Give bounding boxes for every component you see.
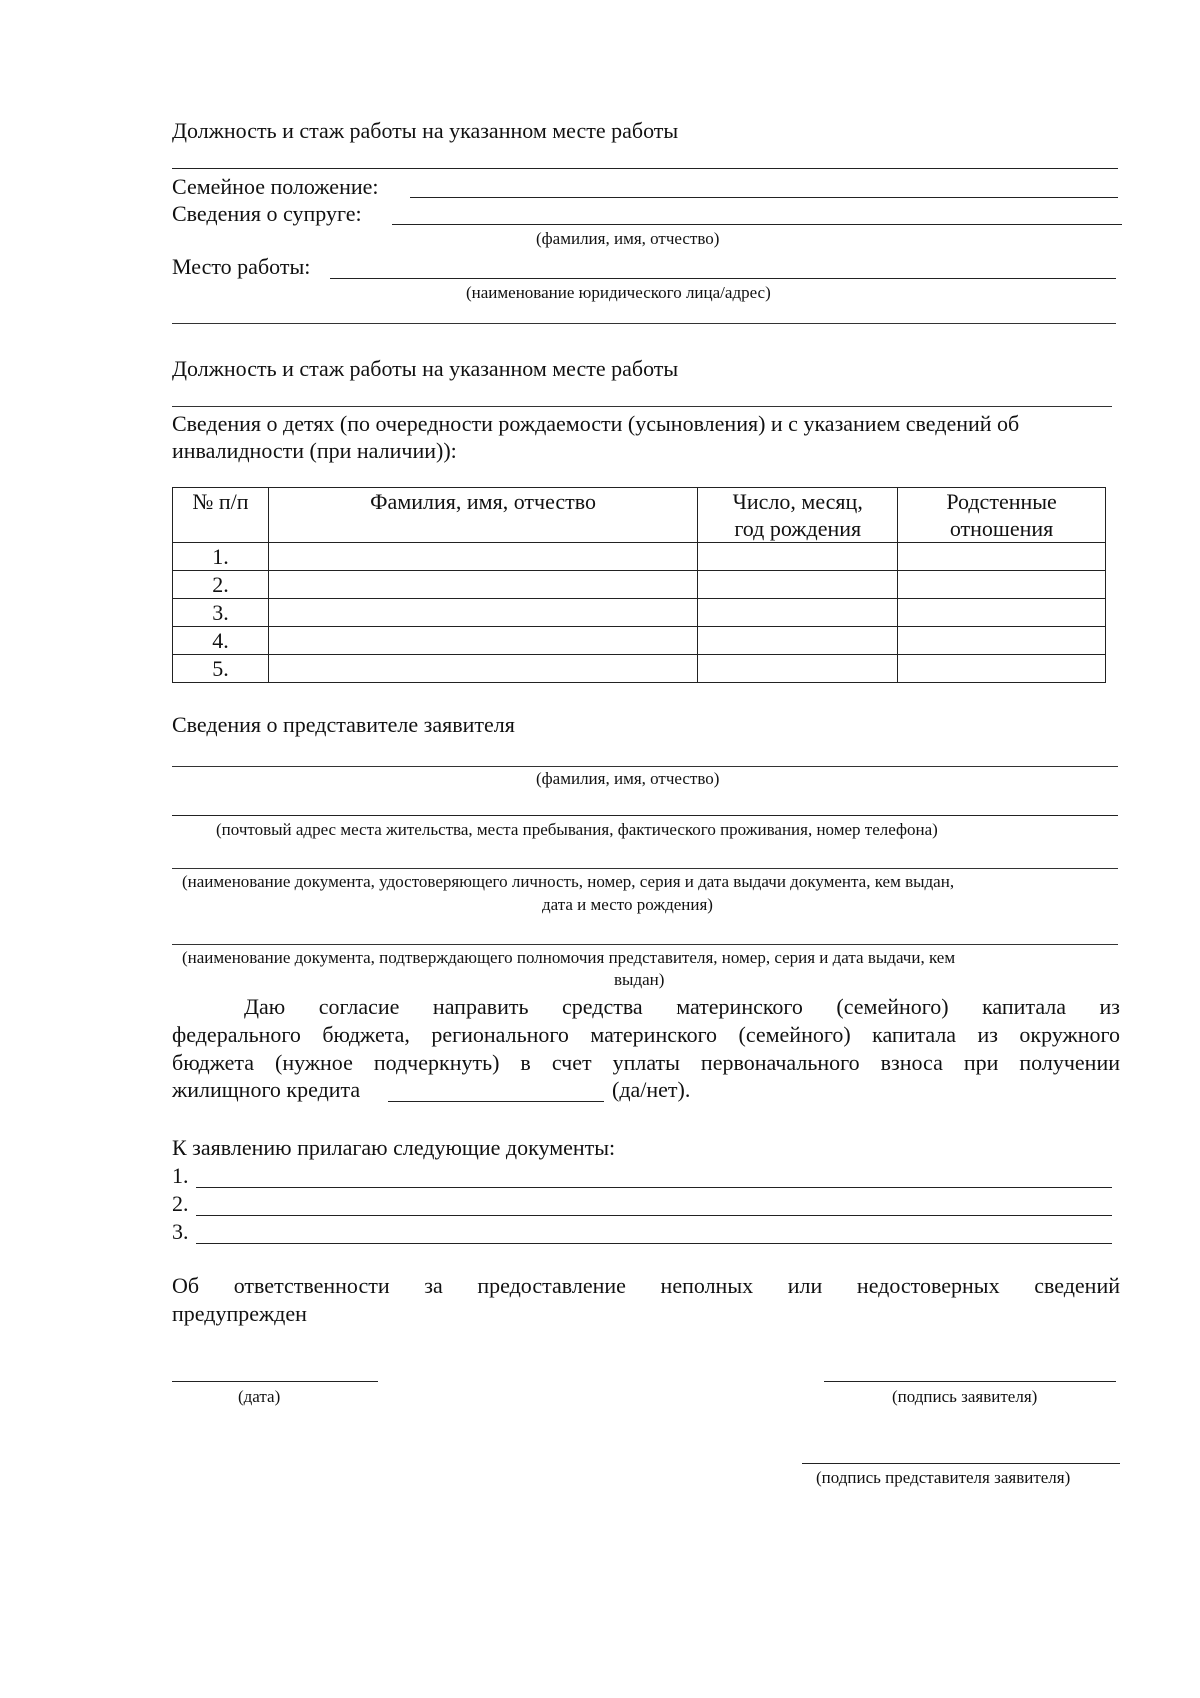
cell-relation[interactable] (898, 655, 1106, 683)
cell-relation[interactable] (898, 627, 1106, 655)
cell-dob[interactable] (698, 543, 898, 571)
representative-authority-line[interactable] (172, 944, 1118, 945)
consent-answer-line[interactable] (388, 1101, 604, 1102)
representative-address-line[interactable] (172, 815, 1118, 816)
cell-dob[interactable] (698, 627, 898, 655)
table-row (173, 655, 1106, 683)
attachment-number: 1. (172, 1163, 189, 1188)
cell-relation[interactable] (898, 599, 1106, 627)
attachments-title: К заявлению прилагаю следующие документы: (172, 1135, 616, 1160)
representative-id-line[interactable] (172, 868, 1118, 869)
spouse-workplace-line[interactable] (330, 278, 1116, 279)
representative-fio-caption: (фамилия, имя, отчество) (536, 769, 720, 788)
consent-line-4-start: жилищного кредита (172, 1077, 361, 1102)
representative-authority-caption-1: (наименование документа, подтверждающего полномочия представителя, номер, серия и дата выдачи, кем (182, 948, 956, 967)
liability-line-2: предупрежден (172, 1301, 307, 1326)
position-tenure-label: Должность и стаж работы на указанном месте работы (172, 118, 679, 143)
cell-relation[interactable] (898, 571, 1106, 599)
cell-dob[interactable] (698, 571, 898, 599)
attachment-number: 2. (172, 1191, 189, 1216)
cell-fio[interactable] (268, 599, 697, 627)
representative-id-caption-2: дата и место рождения) (542, 895, 713, 914)
representative-authority-caption-2: выдан) (614, 970, 665, 989)
applicant-signature-line[interactable] (824, 1381, 1116, 1382)
spouse-fio-caption: (фамилия, имя, отчество) (536, 229, 720, 248)
representative-id-caption-1: (наименование документа, удостоверяющего личность, номер, серия и дата выдачи документа, кем выдан, (182, 872, 955, 891)
representative-title: Сведения о представителе заявителя (172, 712, 515, 737)
representative-address-caption: (почтовый адрес места жительства, места пребывания, фактического проживания, номер телефона) (216, 820, 938, 839)
children-table-header (173, 488, 1106, 543)
header-relation: Родстенные отношения (898, 488, 1106, 543)
attachment-line[interactable] (196, 1243, 1112, 1244)
representative-signature-line[interactable] (802, 1463, 1120, 1464)
cell-dob[interactable] (698, 599, 898, 627)
table-row (173, 599, 1106, 627)
attachment-number: 3. (172, 1219, 189, 1244)
marital-status-label: Семейное положение: (172, 174, 379, 199)
cell-dob[interactable] (698, 655, 898, 683)
date-caption: (дата) (238, 1387, 281, 1406)
marital-status-line[interactable] (410, 197, 1118, 198)
applicant-signature-caption: (подпись заявителя) (892, 1387, 1038, 1406)
cell-relation[interactable] (898, 543, 1106, 571)
spouse-position-line[interactable] (172, 406, 1112, 407)
children-intro-line2: инвалидности (при наличии)): (172, 438, 457, 463)
header-fio: Фамилия, имя, отчество (268, 488, 697, 543)
row-number: 1. (173, 543, 269, 571)
spouse-workplace-caption: (наименование юридического лица/адрес) (466, 283, 771, 302)
row-number: 5. (173, 655, 269, 683)
cell-fio[interactable] (268, 627, 697, 655)
row-number: 2. (173, 571, 269, 599)
date-line[interactable] (172, 1381, 378, 1382)
spouse-label: Сведения о супруге: (172, 201, 362, 226)
representative-fio-line[interactable] (172, 766, 1118, 767)
cell-fio[interactable] (268, 571, 697, 599)
representative-signature-caption: (подпись представителя заявителя) (816, 1468, 1071, 1487)
cell-fio[interactable] (268, 655, 697, 683)
consent-line-1: Даю согласие направить средства материнского (семейного) капитала из (244, 994, 1120, 1019)
liability-line-1: Об ответственности за предоставление неполных или недостоверных сведений (172, 1273, 1120, 1298)
spouse-workplace-line-2[interactable] (172, 323, 1116, 324)
position-tenure-line[interactable] (172, 168, 1118, 169)
table-row (173, 627, 1106, 655)
spouse-position-label: Должность и стаж работы на указанном месте работы (172, 356, 679, 381)
children-intro-line1: Сведения о детях (по очередности рождаемости (усыновления) и с указанием сведений об (172, 411, 1020, 436)
consent-line-2: федерального бюджета, регионального материнского (семейного) капитала из окружного (172, 1022, 1120, 1047)
row-number: 4. (173, 627, 269, 655)
attachment-line[interactable] (196, 1215, 1112, 1216)
spouse-fio-line[interactable] (392, 224, 1122, 225)
attachment-line[interactable] (196, 1187, 1112, 1188)
header-num: № п/п (173, 488, 269, 543)
consent-line-4-end: (да/нет). (612, 1077, 691, 1102)
cell-fio[interactable] (268, 543, 697, 571)
table-row (173, 543, 1106, 571)
row-number: 3. (173, 599, 269, 627)
children-table (172, 487, 1106, 683)
header-dob: Число, месяц, год рождения (698, 488, 898, 543)
spouse-workplace-label: Место работы: (172, 254, 311, 279)
consent-line-3: бюджета (нужное подчеркнуть) в счет уплаты первоначального взноса при получении (172, 1050, 1120, 1075)
table-row (173, 571, 1106, 599)
